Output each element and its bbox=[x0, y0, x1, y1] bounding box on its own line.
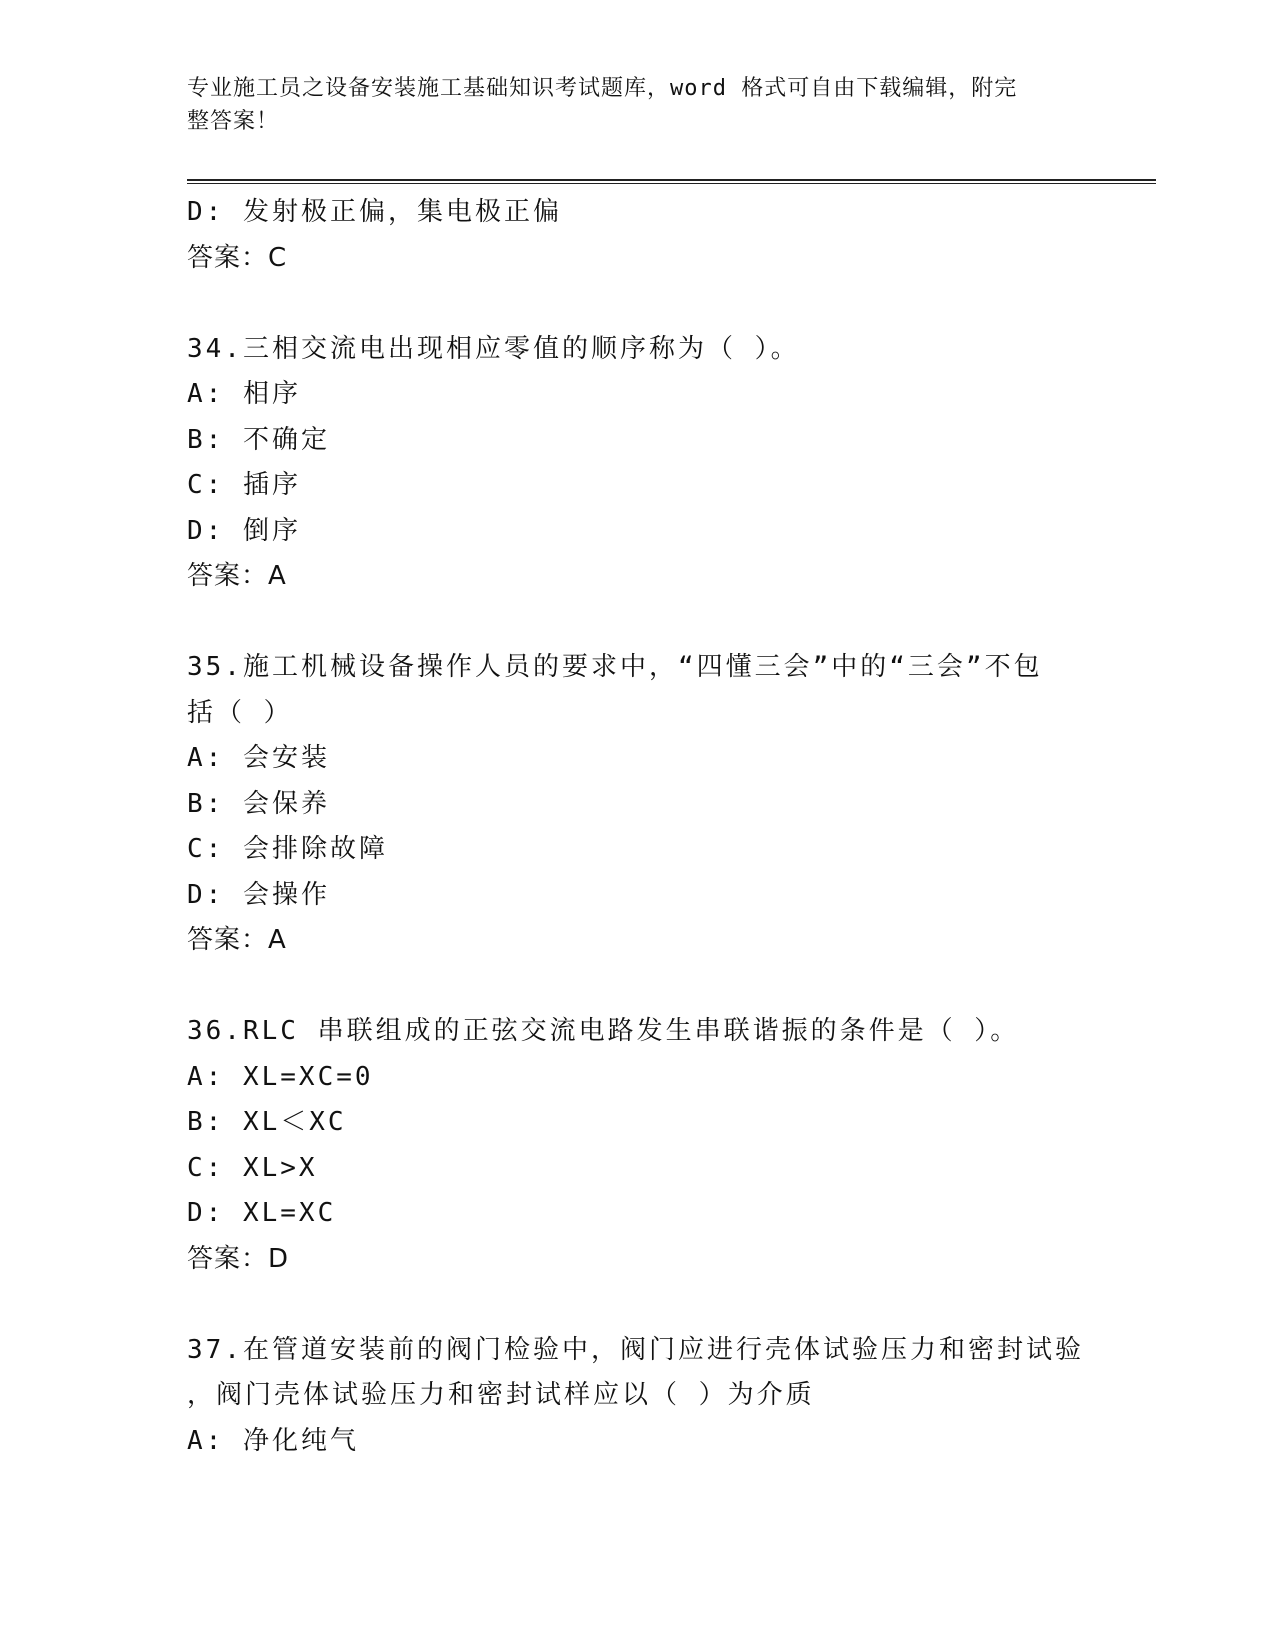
q34-option-b: B: 不确定 bbox=[187, 424, 330, 455]
q34-option-d: D: 倒序 bbox=[187, 515, 301, 546]
q36-option-a: A: XL=XC=0 bbox=[187, 1061, 374, 1092]
q36-option-b: B: XL＜XC bbox=[187, 1107, 347, 1137]
q36-answer: 答案：D bbox=[187, 1243, 290, 1274]
q37-stem-line-2: ，阀门壳体试验压力和密封试样应以（ ）为介质 bbox=[187, 1380, 815, 1410]
prev-answer: 答案：C bbox=[187, 242, 288, 273]
q34-option-c: C: 插序 bbox=[187, 470, 301, 500]
header-divider-thick bbox=[187, 179, 1156, 181]
question-list bbox=[187, 190, 1087, 1464]
q34-option-a: A: 相序 bbox=[187, 379, 301, 409]
q35-option-d: D: 会操作 bbox=[187, 879, 330, 910]
page-header bbox=[187, 72, 1087, 138]
q35-option-b: B: 会保养 bbox=[187, 788, 330, 819]
q36-stem: 36.RLC 串联组成的正弦交流电路发生串联谐振的条件是（ ）。 bbox=[187, 1016, 1020, 1046]
q37-option-a: A: 净化纯气 bbox=[187, 1425, 359, 1456]
spacer bbox=[187, 1282, 1087, 1328]
spacer bbox=[187, 281, 1087, 327]
q37-stem-line-1: 37.在管道安装前的阀门检验中，阀门应进行壳体试验压力和密封试验 bbox=[187, 1334, 1084, 1365]
spacer bbox=[187, 600, 1087, 646]
q35-stem-line-2: 括（ ） bbox=[187, 697, 293, 728]
prev-option-d: D: 发射极正偏，集电极正偏 bbox=[187, 197, 562, 227]
header-line-1: 专业施工员之设备安装施工基础知识考试题库，word 格式可自由下载编辑，附完 bbox=[187, 76, 1018, 101]
q34-answer: 答案：A bbox=[187, 561, 287, 591]
q35-option-a: A: 会安装 bbox=[187, 743, 330, 773]
q36-option-c: C: XL>X bbox=[187, 1152, 318, 1183]
q35-answer: 答案：A bbox=[187, 925, 287, 955]
q35-stem-line-1: 35.施工机械设备操作人员的要求中，“四懂三会”中的“三会”不包 bbox=[187, 652, 1043, 682]
q35-option-c: C: 会排除故障 bbox=[187, 834, 388, 864]
header-divider-thin bbox=[187, 183, 1156, 184]
header-line-2: 整答案！ bbox=[187, 109, 280, 134]
q34-stem: 34.三相交流电出现相应零值的顺序称为（ ）。 bbox=[187, 333, 800, 364]
spacer bbox=[187, 964, 1087, 1010]
q36-option-d: D: XL=XC bbox=[187, 1198, 337, 1228]
